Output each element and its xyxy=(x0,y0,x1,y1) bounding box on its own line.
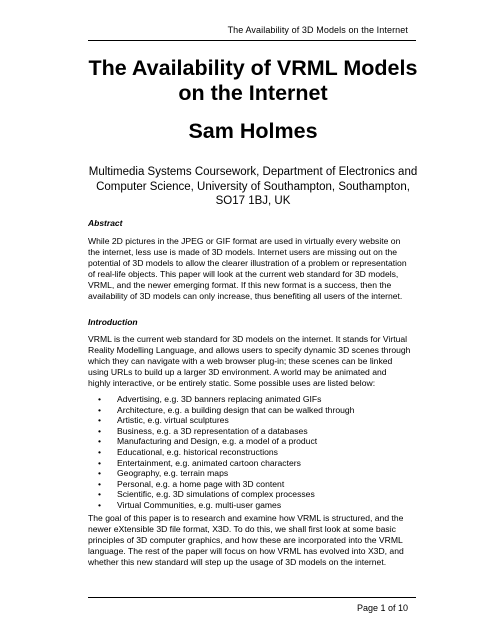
introduction-heading: Introduction xyxy=(88,317,138,327)
list-item xyxy=(88,436,418,447)
abstract-line: While 2D pictures in the JPEG or GIF format are used in virtually every website on xyxy=(88,236,401,246)
bullet-icon: • xyxy=(98,499,102,510)
list-item-text: Artistic, e.g. virtual sculptures xyxy=(117,415,229,426)
intro-line: The goal of this paper is to research and examine how VRML is structured, and the xyxy=(88,513,404,523)
intro-line: newer eXtensible 3D file format, X3D. To do this, we shall first look at some basic xyxy=(88,523,396,534)
introduction-paragraph-1 xyxy=(88,334,422,389)
intro-line: whether this new standard will step up the usage of 3D models on the internet. xyxy=(88,556,387,567)
list-item xyxy=(88,415,418,426)
abstract-paragraph xyxy=(88,236,422,301)
header-divider xyxy=(88,40,416,41)
list-item xyxy=(88,479,418,490)
list-item-text: Entertainment, e.g. animated cartoon characters xyxy=(117,457,301,468)
bullet-icon: • xyxy=(98,489,102,500)
list-item-text: Business, e.g. a 3D representation of a databases xyxy=(117,425,308,436)
list-item-text: Manufacturing and Design, e.g. a model of a product xyxy=(117,436,318,447)
intro-line: Reality Modelling Language, and allows users to specify dynamic 3D scenes through xyxy=(88,344,411,355)
list-item-text: Personal, e.g. a home page with 3D content xyxy=(117,478,285,489)
paper-title-line-2: on the Internet xyxy=(178,81,328,105)
abstract-line: VRML, and the newer emerging format. If this new format is a success, then the xyxy=(88,279,392,290)
intro-line: using URLs to build up a larger 3D environment. A world may be animated and xyxy=(88,366,387,377)
paper-title xyxy=(88,56,418,106)
running-header: The Availability of 3D Models on the Internet xyxy=(227,25,408,35)
intro-line: principles of 3D computer graphics, and how these are incorporated into the VRML xyxy=(88,534,403,545)
bullet-icon: • xyxy=(98,394,102,404)
list-item-text: Scientific, e.g. 3D simulations of complex processes xyxy=(117,489,315,500)
bullet-icon: • xyxy=(98,446,102,457)
uses-list xyxy=(88,394,418,511)
intro-line: language. The rest of the paper will focus on how VRML has evolved into X3D, and xyxy=(88,545,404,556)
abstract-heading: Abstract xyxy=(88,218,123,228)
abstract-line: availability of 3D models can only increase, thus benefiting all users of the internet. xyxy=(88,290,403,301)
list-item-text: Architecture, e.g. a building design that can be walked through xyxy=(117,404,355,415)
footer-divider xyxy=(88,597,416,598)
list-item-text: Advertising, e.g. 3D banners replacing animated GIFs xyxy=(117,394,322,404)
list-item xyxy=(88,468,418,479)
list-item xyxy=(88,426,418,437)
abstract-line: of real-life objects. This paper will look at the current web standard for 3D models, xyxy=(88,268,399,279)
abstract-line: potential of 3D models to allow the clearer illustration of a problem or representation xyxy=(88,257,407,268)
paper-title-line-1: The Availability of VRML Models xyxy=(88,56,418,80)
affiliation-line-1: Multimedia Systems Coursework, Department of Electronics and xyxy=(88,166,418,178)
intro-line: which they can navigate with a web browser plug-in; these scenes can be linked xyxy=(88,355,393,366)
list-item xyxy=(88,500,418,511)
affiliation-line-2: Computer Science, University of Southampton, Southampton, xyxy=(96,180,410,193)
list-item-text: Educational, e.g. historical reconstructions xyxy=(117,446,278,457)
intro-line: VRML is the current web standard for 3D models on the internet. It stands for Virtual xyxy=(88,334,408,344)
list-item xyxy=(88,394,418,405)
list-item xyxy=(88,405,418,416)
list-item xyxy=(88,447,418,458)
author-affiliation xyxy=(88,165,418,209)
affiliation-line-3: SO17 1BJ, UK xyxy=(215,195,291,207)
bullet-icon: • xyxy=(98,468,102,479)
bullet-icon: • xyxy=(98,415,102,426)
list-item xyxy=(88,489,418,500)
bullet-icon: • xyxy=(98,478,102,489)
bullet-icon: • xyxy=(98,436,102,447)
intro-line: highly interactive, or be entirely static. Some possible uses are listed below: xyxy=(88,377,376,388)
list-item xyxy=(88,458,418,469)
author-name: Sam Holmes xyxy=(188,119,318,143)
list-item-text: Virtual Communities, e.g. multi-user games xyxy=(117,499,282,510)
introduction-paragraph-2 xyxy=(88,513,422,568)
page-number: Page 1 of 10 xyxy=(356,603,408,613)
abstract-line: the internet, less use is made of 3D models. Internet users are missing out on the xyxy=(88,246,398,257)
list-item-text: Geography, e.g. terrain maps xyxy=(117,468,229,479)
bullet-icon: • xyxy=(98,404,102,415)
bullet-icon: • xyxy=(98,425,102,436)
bullet-icon: • xyxy=(98,457,102,468)
